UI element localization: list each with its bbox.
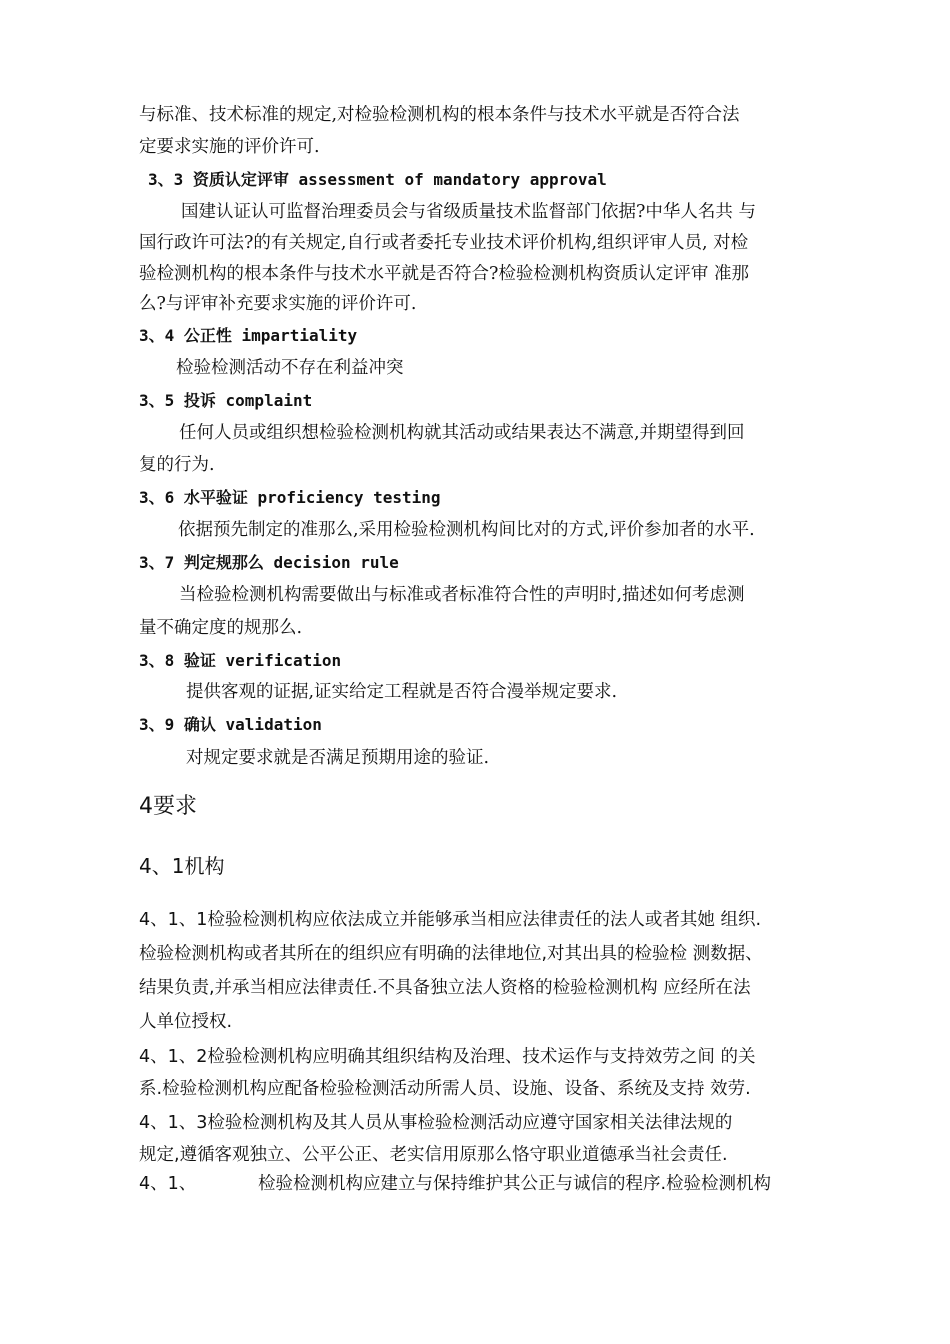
section-heading-3-5: 3、5 投诉 complaint	[139, 391, 313, 410]
text-line: 当检验检测机构需要做出与标准或者标准符合性的声明时,描述如何考虑测	[179, 585, 745, 605]
text-line: 检验检测机构应建立与保持维护其公正与诚信的程序.检验检测机构	[258, 1174, 772, 1194]
clause-number: 4、1、	[139, 1174, 197, 1194]
text-line: 定要求实施的评价许可.	[139, 137, 320, 157]
text-line: 系.检验检测机构应配备检验检测活动所需人员、设施、设备、系统及支持 效劳.	[139, 1079, 751, 1099]
section-heading-3-9: 3、9 确认 validation	[139, 715, 322, 734]
text-line: 与标准、技术标准的规定,对检验检测机构的根本条件与技术水平就是否符合法	[139, 105, 740, 125]
text-line: 国建认证认可监督治理委员会与省级质量技术监督部门依据?中华人名共 与	[181, 202, 756, 222]
section-heading-3-4: 3、4 公正性 impartiality	[139, 326, 358, 345]
section-heading-3-7: 3、7 判定规那么 decision rule	[139, 553, 399, 572]
text-line: 对规定要求就是否满足预期用途的验证.	[186, 748, 490, 768]
text-line: 人单位授权.	[139, 1012, 233, 1032]
text-line: 么?与评审补充要求实施的评价许可.	[139, 294, 417, 314]
text-line: 检验检测机构或者其所在的组织应有明确的法律地位,对其出具的检验检 测数据、	[139, 944, 763, 964]
text-line: 依据预先制定的准那么,采用检验检测机构间比对的方式,评价参加者的水平.	[178, 520, 755, 540]
text-line: 4、1、1检验检测机构应依法成立并能够承当相应法律责任的法人或者其她 组织.	[139, 910, 762, 930]
text-line: 复的行为.	[139, 455, 215, 475]
section-heading-3-3: 3、3 资质认定评审 assessment of mandatory approval	[148, 170, 607, 189]
text-line: 检验检测活动不存在利益冲突	[176, 358, 404, 378]
section-heading-3-6: 3、6 水平验证 proficiency testing	[139, 488, 441, 507]
section-subtitle-4-1: 4、1机构	[139, 854, 225, 878]
text-line: 4、1、2检验检测机构应明确其组织结构及治理、技术运作与支持效劳之间 的关	[139, 1047, 756, 1067]
section-heading-3-8: 3、8 验证 verification	[139, 651, 342, 670]
text-line: 规定,遵循客观独立、公平公正、老实信用原那么恪守职业道德承当社会责任.	[139, 1145, 728, 1165]
text-line: 结果负责,并承当相应法律责任.不具备独立法人资格的检验检测机构 应经所在法	[139, 978, 751, 998]
text-line: 国行政许可法?的有关规定,自行或者委托专业技术评价机构,组织评审人员, 对检	[139, 233, 749, 253]
text-line: 量不确定度的规那么.	[139, 618, 303, 638]
text-line: 任何人员或组织想检验检测机构就其活动或结果表达不满意,并期望得到回	[179, 423, 745, 443]
section-title-4: 4要求	[139, 794, 197, 819]
text-line: 4、1、3检验检测机构及其人员从事检验检测活动应遵守国家相关法律法规的	[139, 1113, 733, 1133]
text-line: 验检测机构的根本条件与技术水平就是否符合?检验检测机构资质认定评审 准那	[139, 264, 749, 284]
text-line: 提供客观的证据,证实给定工程就是否符合漫举规定要求.	[186, 682, 618, 702]
